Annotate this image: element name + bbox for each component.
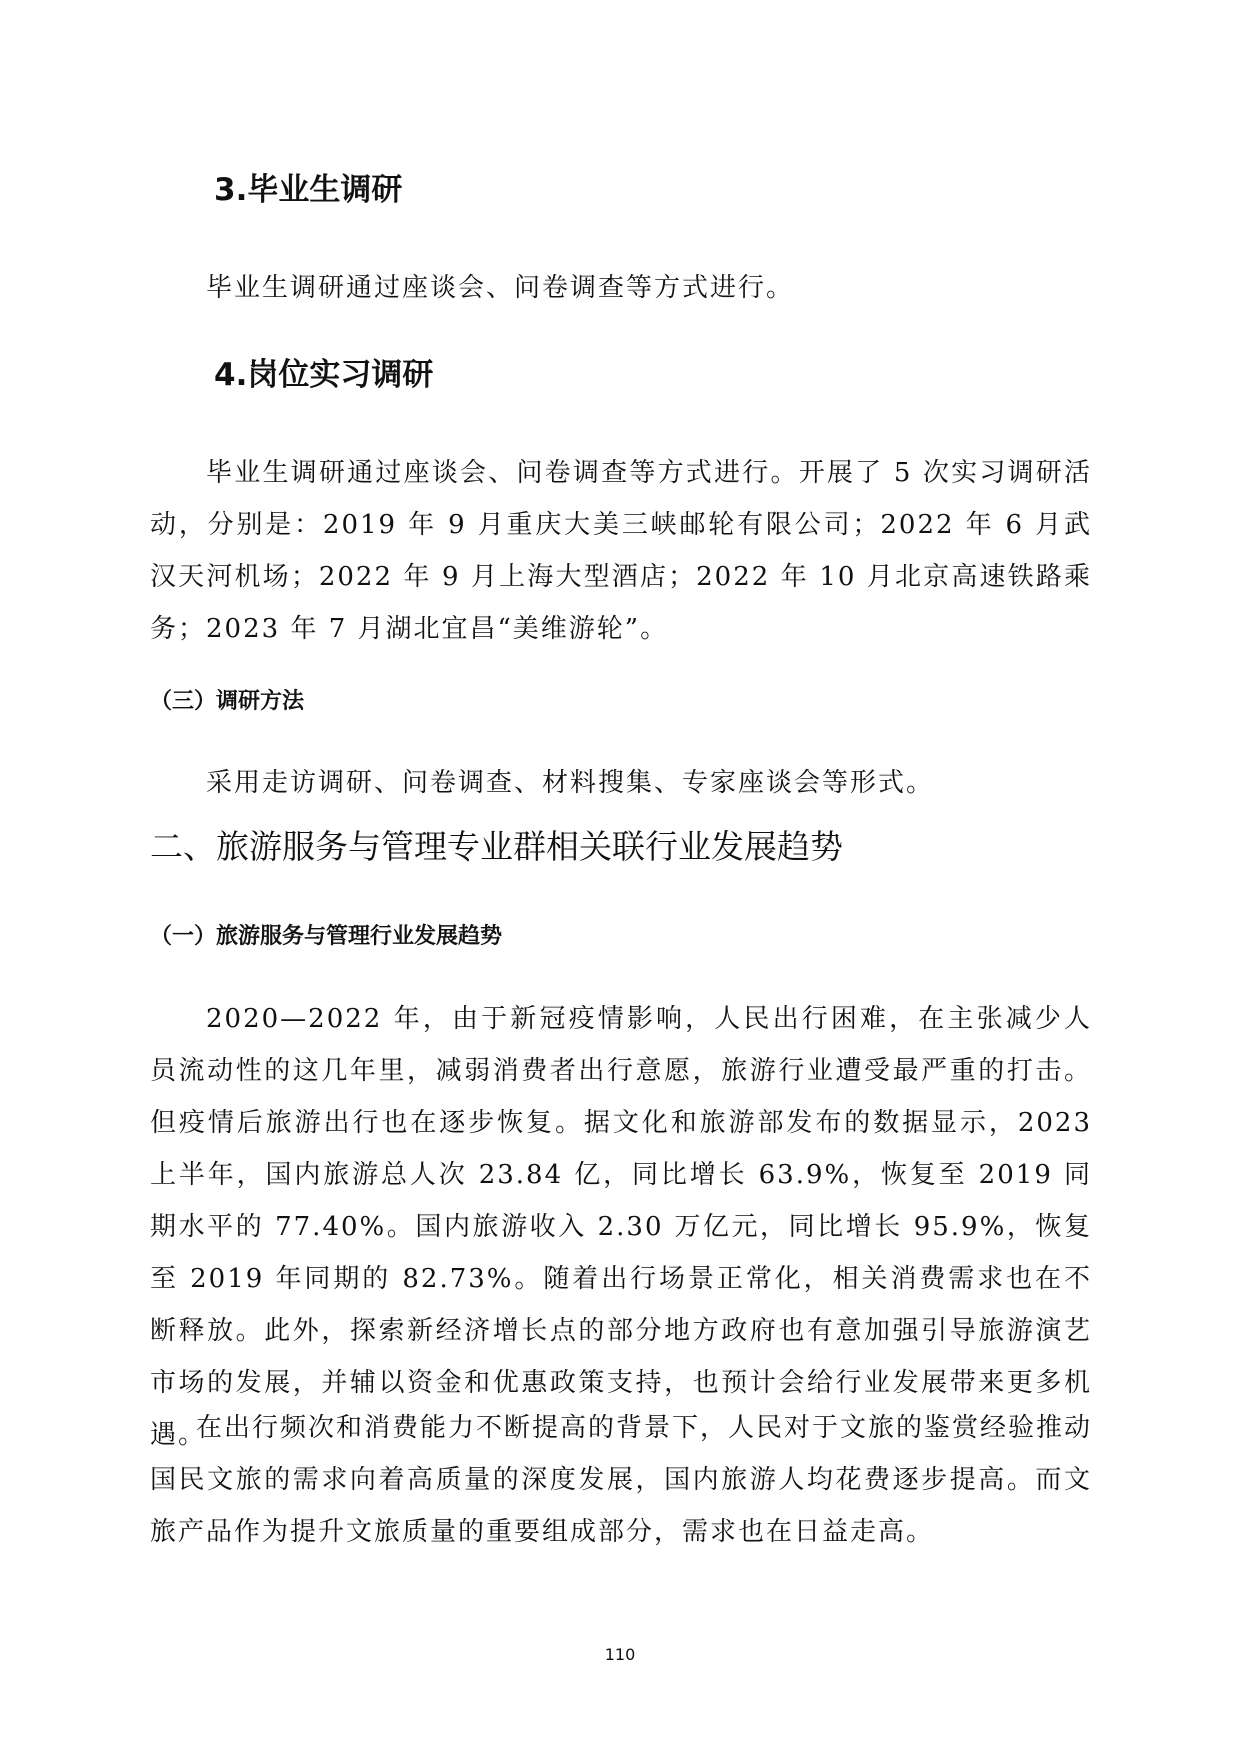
- trend-paragraph-2: 在出行频次和消费能力不断提高的背景下，人民对于文旅的鉴赏经验推动国民文旅的需求向着高质量的深度发展，国内旅游人均花费逐步提高。而文旅产品作为提升文旅质量的重要组成部分，需求也在日益走高。: [150, 1413, 1093, 1547]
- trend-section-title: （一）旅游服务与管理行业发展趋势: [150, 924, 503, 949]
- research-method-title: （三）调研方法: [150, 689, 305, 714]
- section-4-title: 4.岗位实习调研: [214, 357, 434, 393]
- page-number: 110: [604, 1645, 636, 1664]
- section-3-body: 毕业生调研通过座谈会、问卷调查等方式进行。: [206, 273, 795, 303]
- research-method-body: 采用走访调研、问卷调查、材料搜集、专家座谈会等形式。: [206, 768, 935, 798]
- section-4-body: 毕业生调研通过座谈会、问卷调查等方式进行。开展了 5 次实习调研活动，分别是：2019 年 9 月重庆大美三峡邮轮有限公司；2022 年 6 月武汉天河机场；2022 年 9 月上海大型酒店；2022 年 10 月北京高速铁路乘务；2023 年 7 月湖北宜昌“美维游轮”。: [150, 458, 1092, 644]
- section-3-title: 3.毕业生调研: [214, 172, 403, 208]
- trend-paragraph-1: 2020—2022 年，由于新冠疫情影响，人民出行困难，在主张减少人员流动性的这几年里，减弱消费者出行意愿，旅游行业遭受最严重的打击。但疫情后旅游出行也在逐步恢复。据文化和旅游部发布的数据显示，2023 上半年，国内旅游总人次 23.84 亿，同比增长 63.9%，恢复至 2019 同期水平的 77.40%。国内旅游收入 2.30 万亿元，同比增长 95.9%，恢复至 2019 年同期的 82.73%。随着出行场景正常化，相关消费需求也在不断释放。此外，探索新经济增长点的部分地方政府也有意加强引导旅游演艺市场的发展，并辅以资金和优惠政策支持，也预计会给行业发展带来更多机遇。: [150, 1004, 1092, 1450]
- chapter-title: 二、旅游服务与管理专业群相关联行业发展趋势: [150, 827, 843, 866]
